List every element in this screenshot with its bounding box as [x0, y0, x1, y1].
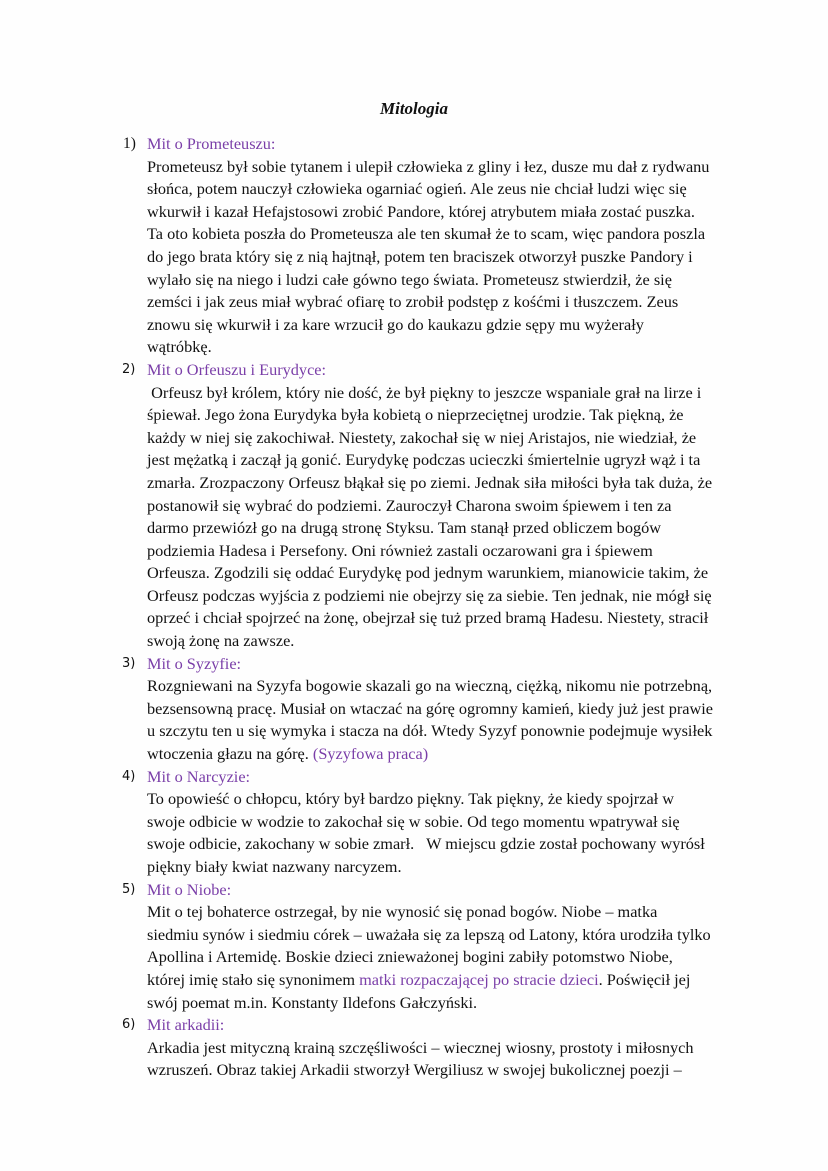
text-line: swój poemat m.in. Konstanty Ildefons Gałczyński.	[147, 992, 478, 1012]
text-line: zmarła. Zrozpaczony Orfeusz błąkał się po ziemi. Jednak siła miłości była tak duża, że	[147, 472, 713, 492]
text-line: Orfeusza. Zgodzili się oddać Eurydykę pod jednym warunkiem, mianowicie takim, że	[147, 563, 709, 583]
text-line: To opowieść o chłopcu, który był bardzo piękny. Tak piękny, że kiedy spojrzał w	[147, 789, 675, 809]
section-narcyz	[0, 766, 713, 879]
section-heading: Mit o Orfeuszu i Eurydyce:	[147, 359, 327, 379]
text-line: swoje odbicie, zakochany w sobie zmarł. W miejscu gdzie został pochowany wyrósł	[147, 834, 705, 854]
text-line: podziemia Hadesa i Persefony. Oni również zastali oczarowani gra i śpiewem	[147, 540, 653, 560]
text-segment: . Poświęcił jej	[598, 969, 691, 989]
text-line: swoje odbicie w wodzie to zakochał się w sobie. Od tego momentu wpatrywał się	[147, 811, 680, 831]
text-line: wkurwił i kazał Hefajstosowi zrobić Pandore, której atrybutem miała zostać puszka.	[147, 201, 695, 221]
text-line: bezsensowną pracę. Musiał on wtaczać na górę ogromny kamień, kiedy już jest prawie	[147, 698, 714, 718]
text-line: darmo przewiózł go na drugą stronę Styksu. Tam stanął przed obliczem bogów	[147, 518, 661, 538]
text-line: siedmiu synów i siedmiu córek – uważała się za lepszą od Latony, która urodziła tylko	[147, 924, 711, 944]
text-line: Orfeusz podczas wyjścia z podziemi nie obejrzy się za siebie. Ten jednak, nie mógł się	[147, 585, 712, 605]
text-line	[147, 743, 713, 766]
document-title: Mitologia	[379, 99, 448, 118]
section-syzyf	[0, 653, 713, 766]
text-line: Rozgniewani na Syzyfa bogowie skazali go na wieczną, ciężką, nikomu nie potrzebną,	[147, 676, 713, 696]
text-line: każdy w niej się zakochiwał. Niestety, zakochał się w niej Aristajos, nie wiedział, że	[147, 427, 697, 447]
text-line	[147, 969, 713, 992]
section-prometeusz	[0, 133, 713, 359]
section-heading: Mit o Prometeuszu:	[147, 134, 276, 153]
section-niobe	[0, 879, 713, 1015]
text-line: swoją żonę na zawsze.	[147, 631, 295, 651]
section-heading: Mit o Niobe:	[147, 879, 232, 899]
text-line: jest mężatką i zaczął ją gonić. Eurydykę podczas ucieczki śmiertelnie ugryzł wąż i ta	[147, 450, 701, 470]
text-line: Apollina i Artemidę. Boskie dzieci znieważonej bogini zabiły potomstwo Niobe,	[147, 947, 673, 967]
section-number: 3)	[122, 655, 136, 671]
text-line: zemści i jak zeus miał wybrać ofiarę to zrobił podstęp z kośćmi i tłuszczem. Zeus	[147, 292, 679, 312]
section-arkadia	[0, 1014, 713, 1082]
section-heading: Mit o Syzyfie:	[147, 653, 242, 673]
text-line: Orfeusz był królem, który nie dość, że był piękny to jeszcze wspaniale grał na lirze i	[147, 382, 702, 402]
section-heading: Mit arkadii:	[147, 1015, 225, 1035]
highlighted-phrase: (Syzyfowa praca)	[312, 744, 429, 764]
text-line: wylało się na niego i ludzi całe gówno tego świata. Prometeusz stwierdził, że się	[147, 269, 672, 289]
section-number: 1)	[123, 135, 136, 152]
highlighted-phrase: matki rozpaczającej po stracie dzieci	[359, 969, 599, 989]
text-segment: której imię stało się synonimem	[147, 969, 360, 989]
text-line: Arkadia jest mityczną krainą szczęśliwości – wiecznej wiosny, prostoty i miłosnych	[147, 1037, 694, 1057]
text-line: do jego brata który się z nią hajtnął, potem ten braciszek otworzył puszke Pandory i	[147, 246, 693, 266]
text-line: postanowił się wybrać do podziemi. Zauroczył Charona swoim śpiewem i ten za	[147, 495, 672, 515]
text-line: Mit o tej bohaterce ostrzegał, by nie wynosić się ponad bogów. Niobe – matka	[147, 902, 658, 922]
text-line: wątróbkę.	[147, 337, 212, 357]
text-line: piękny biały kwiat nazwany narcyzem.	[147, 857, 402, 876]
section-number: 2)	[122, 361, 136, 377]
section-number: 4)	[122, 768, 136, 784]
text-segment: wtoczenia głazu na górę.	[147, 744, 313, 764]
section-orfeusz	[0, 359, 713, 653]
section-number: 5)	[122, 881, 136, 897]
text-line: oprzeć i chciał spojrzeć na żonę, obejrzał się tuż przed bramą Hadesu. Niestety, stracił	[147, 608, 709, 628]
section-heading: Mit o Narcyzie:	[147, 766, 251, 786]
text-line: Prometeusz był sobie tytanem i ulepił człowieka z gliny i łez, dusze mu dał z rydwanu	[147, 156, 710, 176]
text-line: u szczytu ten u się wymyka i stacza na dół. Wtedy Syzyf ponownie podejmuje wysiłek	[147, 721, 713, 741]
text-line: słońca, potem nauczył człowieka ogarniać ogień. Ale zeus nie chciał ludzi więc się	[147, 179, 687, 199]
text-line: znowu się wkurwił i za kare wrzucił go do kaukazu gdzie sępy mu wyżerały	[147, 314, 644, 334]
myth-list	[0, 133, 828, 1082]
text-line: wzruszeń. Obraz takiej Arkadii stworzył Wergiliusz w swojej bukolicznej poezji –	[147, 1060, 682, 1080]
text-line: Ta oto kobieta poszła do Prometeusza ale ten skumał że to scam, więc pandora poszla	[147, 224, 706, 244]
section-number: 6)	[122, 1017, 136, 1033]
text-line: śpiewał. Jego żona Eurydyka była kobietą o nieprzeciętnej urodzie. Tak piękną, że	[147, 405, 684, 425]
